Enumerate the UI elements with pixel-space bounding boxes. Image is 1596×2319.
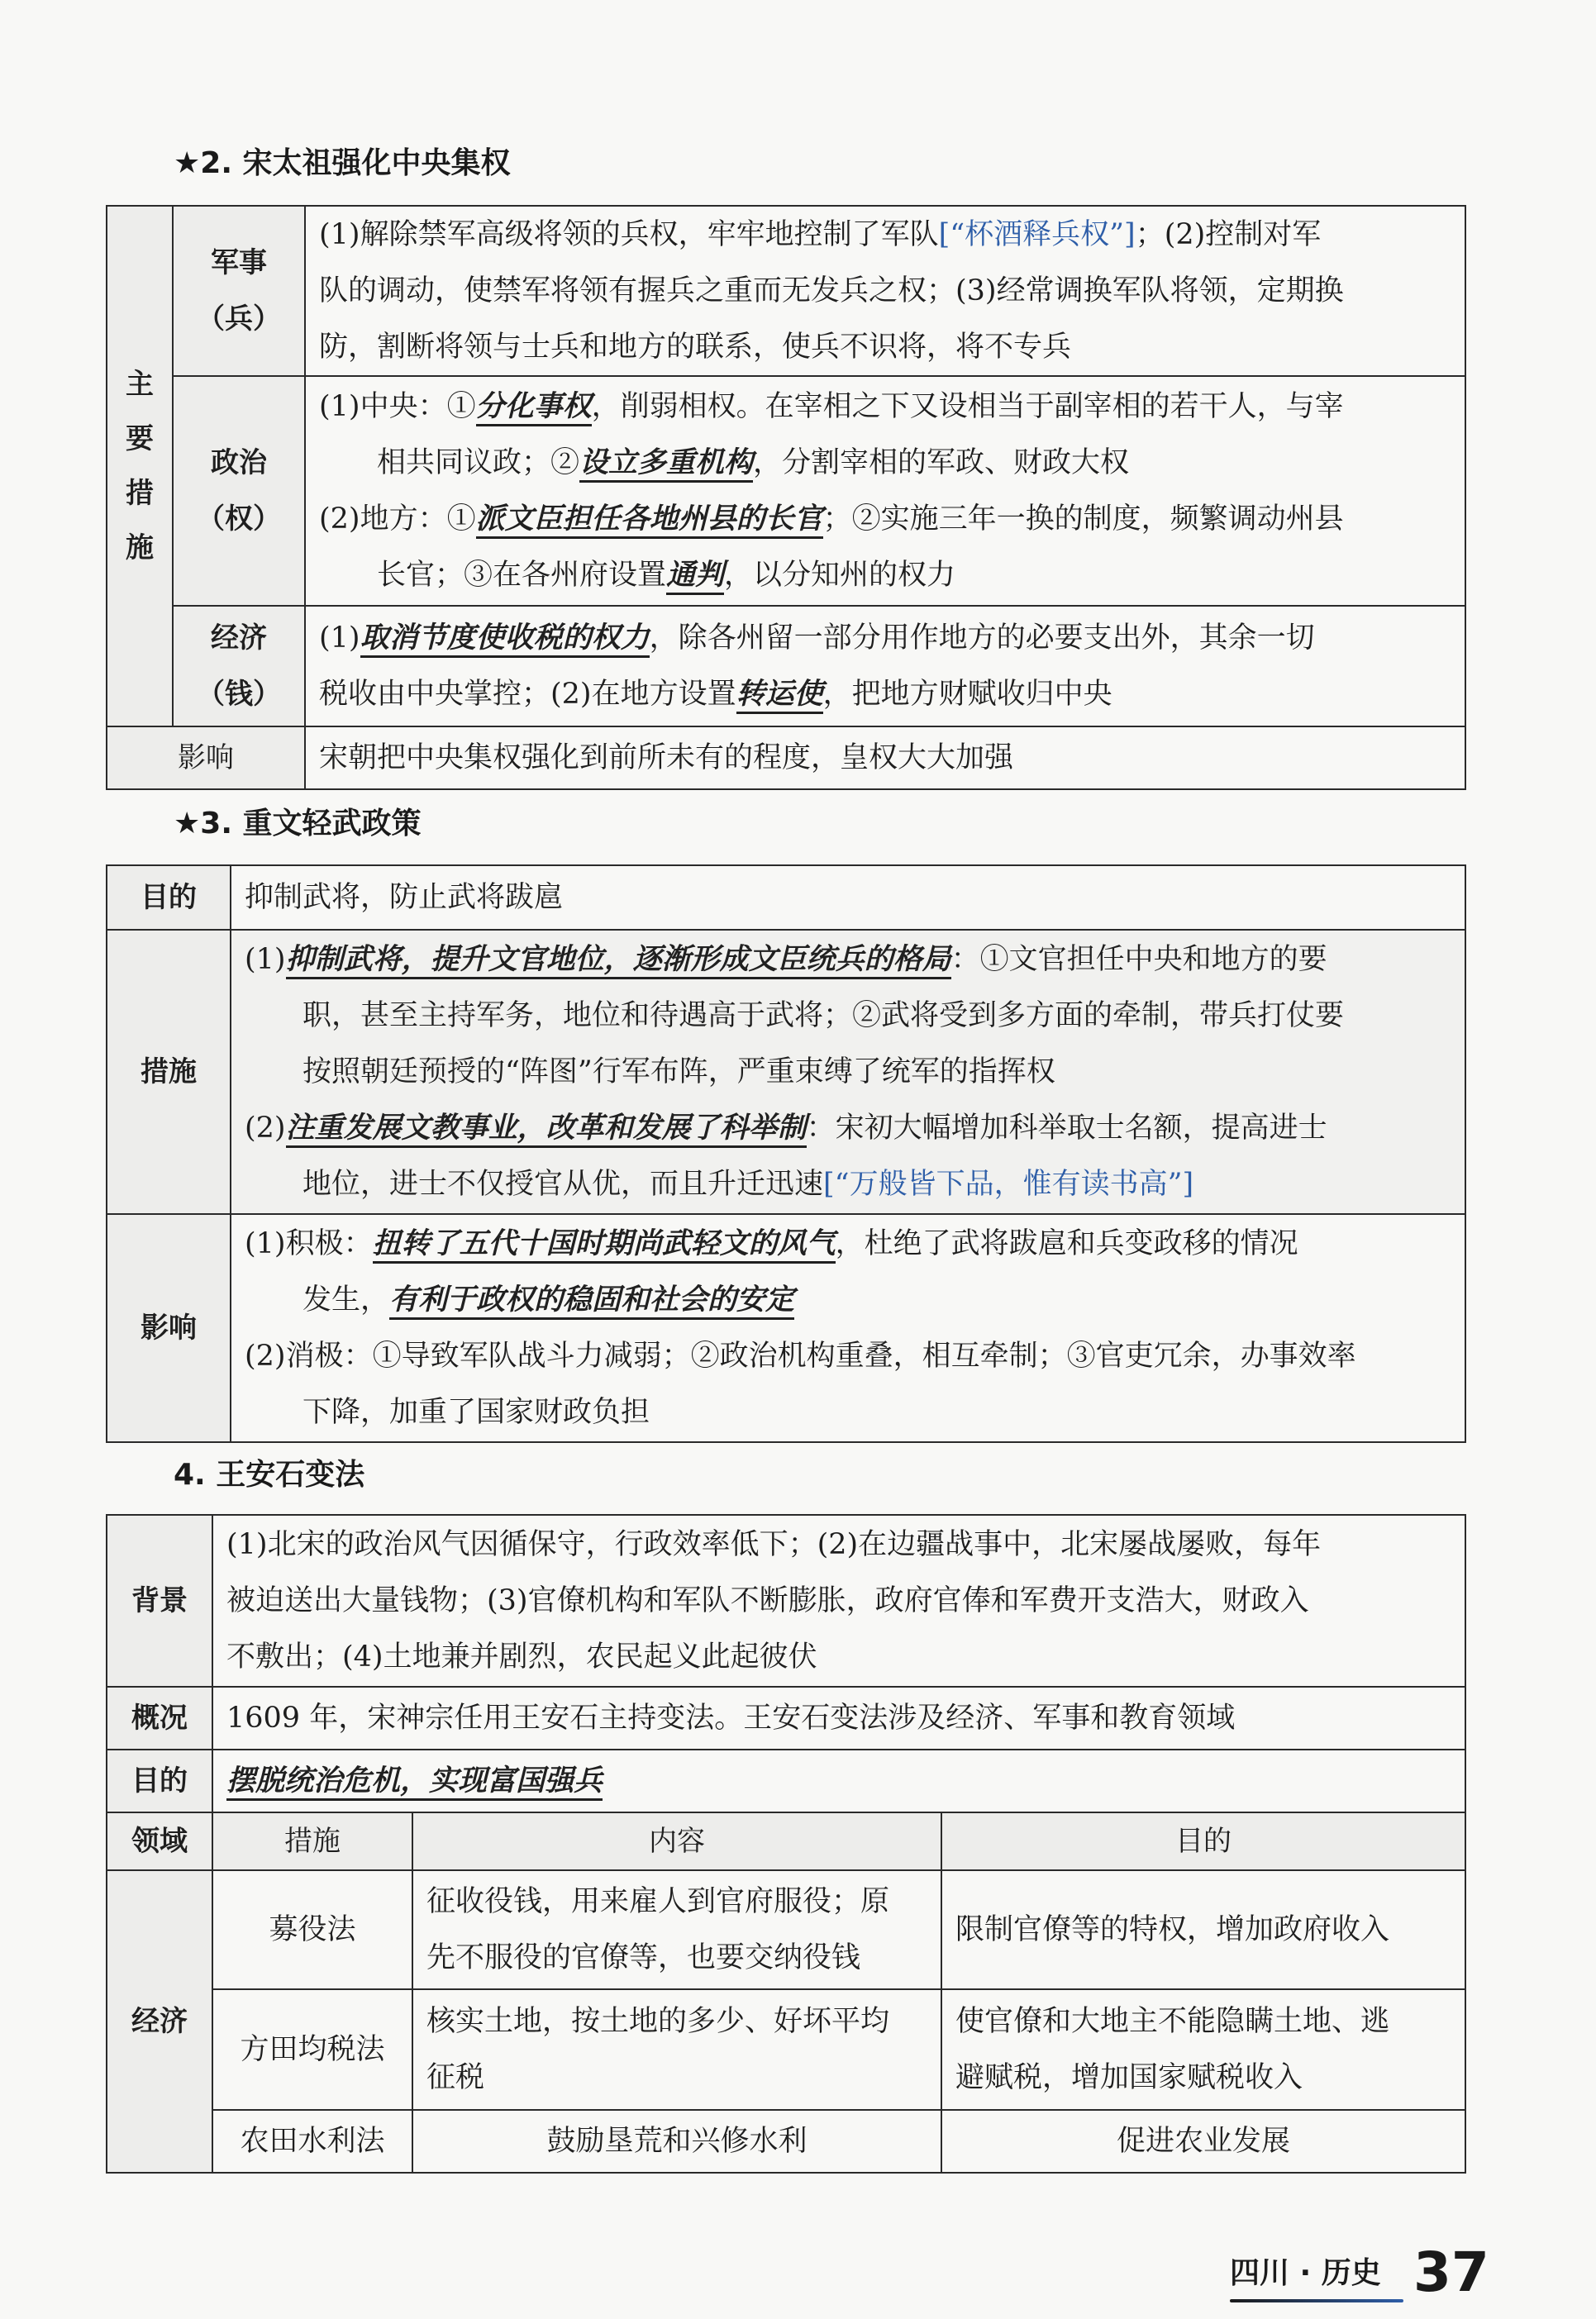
handwritten-answer: 分化事权 bbox=[476, 389, 592, 426]
group-label-measures: 主要措施 bbox=[107, 206, 173, 726]
handwritten-answer: 派文臣担任各地州县的长官 bbox=[476, 502, 823, 539]
purpose-content: 抑制武将，防止武将跋扈 bbox=[231, 865, 1465, 930]
impact-content: 宋朝把中央集权强化到前所未有的程度，皇权大大加强 bbox=[305, 726, 1465, 789]
reform-content: 鼓励垦荒和兴修水利 bbox=[412, 2110, 941, 2173]
reform-table bbox=[106, 1514, 1466, 2174]
measures-content: (1)抑制武将，提升文官地位，逐渐形成文臣统兵的格局：①文官担任中央和地方的要 职，甚至主持军务，地位和待遇高于武将；②武将受到多方面的牵制，带兵打仗要 按照朝廷预授的“阵图”行军布阵，严重束缚了统军的指挥权 (2)注重发展文教事业，改革和发展了科举制：宋初大幅增加科举取士名额，提高进士 地位，进士不仅授官从优，而且升迁迅速[“万般皆下品，惟有读书高”] bbox=[231, 930, 1465, 1214]
background-content: (1)北宋的政治风气因循保守，行政效率低下；(2)在边疆战事中，北宋屡战屡败，每年 被迫送出大量钱物；(3)官僚机构和军队不断膨胀，政府官俸和军费开支浩大，财政入 不敷出；(4)土地兼并剧烈，农民起义此起彼伏 bbox=[212, 1515, 1465, 1687]
row-label-background: 背景 bbox=[107, 1515, 212, 1687]
reform-content: 征收役钱，用来雇人到官府服役；原 先不服役的官僚等，也要交纳役钱 bbox=[412, 1870, 941, 1989]
table-row bbox=[107, 865, 1465, 930]
section-title-wang-anshi-reform: 4. 王安石变法 bbox=[174, 1458, 365, 1492]
military-content: (1)解除禁军高级将领的兵权，牢牢地控制了军队[“杯酒释兵权”]；(2)控制对军 队的调动，使禁军将领有握兵之重而无发兵之权；(3)经常调换军队将领，定期换 防，割断将领与士兵和地方的联系，使兵不识将，将不专兵 bbox=[305, 206, 1465, 376]
table-row bbox=[107, 1687, 1465, 1750]
footer-region-subject: 四川 · 历史 bbox=[1230, 2256, 1381, 2290]
row-label-impact: 影响 bbox=[107, 1214, 231, 1442]
quote-text: [“万般皆下品，惟有读书高”] bbox=[823, 1168, 1194, 1201]
table-row bbox=[107, 1515, 1465, 1687]
handwritten-answer: 取消节度使收税的权力 bbox=[360, 621, 650, 658]
reform-measure: 募役法 bbox=[212, 1870, 412, 1989]
handwritten-answer: 注重发展文教事业，改革和发展了科举制 bbox=[286, 1111, 807, 1148]
handwritten-answer: 转运使 bbox=[736, 677, 823, 714]
impact-content: (1)积极：扭转了五代十国时期尚武轻文的风气，杜绝了武将跋扈和兵变政移的情况 发生，有利于政权的稳固和社会的安定 (2)消极：①导致军队战斗力减弱；②政治机构重叠，相互牵制；③官吏冗余，办事效率 下降，加重了国家财政负担 bbox=[231, 1214, 1465, 1442]
centralization-table bbox=[106, 205, 1466, 790]
handwritten-answer: 通判 bbox=[666, 558, 724, 595]
footer-underline bbox=[1230, 2299, 1403, 2302]
table-row bbox=[107, 376, 1465, 606]
handwritten-answer: 有利于政权的稳固和社会的安定 bbox=[389, 1283, 794, 1320]
table-row bbox=[107, 930, 1465, 1214]
row-label-economic: 经济（钱） bbox=[173, 606, 305, 726]
handwritten-answer: 设立多重机构 bbox=[579, 445, 753, 483]
row-label-economy: 经济 bbox=[107, 1870, 212, 2173]
header-measure: 措施 bbox=[212, 1812, 412, 1870]
page-number: 37 bbox=[1413, 2240, 1489, 2304]
political-content: (1)中央：①分化事权，削弱相权。在宰相之下又设相当于副宰相的若干人，与宰 相共同议政；②设立多重机构，分割宰相的军政、财政大权 (2)地方：①派文臣担任各地州县的长官；②实施三年一换的制度，频繁调动州县 长官；③在各州府设置通判，以分知州的权力 bbox=[305, 376, 1465, 606]
reform-content: 核实土地，按土地的多少、好坏平均 征税 bbox=[412, 1989, 941, 2110]
handwritten-answer: 扭转了五代十国时期尚武轻文的风气 bbox=[373, 1226, 836, 1264]
reform-goal: 使官僚和大地主不能隐瞒土地、逃 避赋税，增加国家赋税收入 bbox=[941, 1989, 1465, 2110]
table-row bbox=[107, 1214, 1465, 1442]
quote-text: [“杯酒释兵权”] bbox=[938, 218, 1136, 251]
row-label-military: 军事（兵） bbox=[173, 206, 305, 376]
table-row bbox=[107, 1750, 1465, 1812]
row-label-overview: 概况 bbox=[107, 1687, 212, 1750]
header-content: 内容 bbox=[412, 1812, 941, 1870]
section-title-civil-over-military: ★3. 重文轻武政策 bbox=[174, 807, 422, 840]
table-row bbox=[107, 1989, 1465, 2110]
page-footer bbox=[1230, 2240, 1489, 2304]
reform-goal: 促进农业发展 bbox=[941, 2110, 1465, 2173]
table-row bbox=[107, 726, 1465, 789]
section-title-centralization: ★2. 宋太祖强化中央集权 bbox=[174, 146, 511, 180]
row-label-purpose: 目的 bbox=[107, 1750, 212, 1812]
economic-content: (1)取消节度使收税的权力，除各州留一部分用作地方的必要支出外，其余一切 税收由中央掌控；(2)在地方设置转运使，把地方财赋收归中央 bbox=[305, 606, 1465, 726]
table-row bbox=[107, 1870, 1465, 1989]
reform-goal: 限制官僚等的特权，增加政府收入 bbox=[941, 1870, 1465, 1989]
civil-policy-table bbox=[106, 864, 1466, 1443]
table-row bbox=[107, 606, 1465, 726]
table-header-row bbox=[107, 1812, 1465, 1870]
handwritten-answer: 摆脱统治危机，实现富国强兵 bbox=[226, 1764, 603, 1801]
row-label-purpose: 目的 bbox=[107, 865, 231, 930]
table-row bbox=[107, 206, 1465, 376]
table-row bbox=[107, 2110, 1465, 2173]
reform-measure: 方田均税法 bbox=[212, 1989, 412, 2110]
row-label-political: 政治（权） bbox=[173, 376, 305, 606]
header-field: 领域 bbox=[107, 1812, 212, 1870]
row-label-impact: 影响 bbox=[107, 726, 305, 789]
purpose-content bbox=[212, 1750, 1465, 1812]
overview-content: 1609 年，宋神宗任用王安石主持变法。王安石变法涉及经济、军事和教育领域 bbox=[212, 1687, 1465, 1750]
handwritten-answer: 抑制武将，提升文官地位，逐渐形成文臣统兵的格局 bbox=[286, 942, 951, 979]
row-label-measures: 措施 bbox=[107, 930, 231, 1214]
header-goal: 目的 bbox=[941, 1812, 1465, 1870]
reform-measure: 农田水利法 bbox=[212, 2110, 412, 2173]
